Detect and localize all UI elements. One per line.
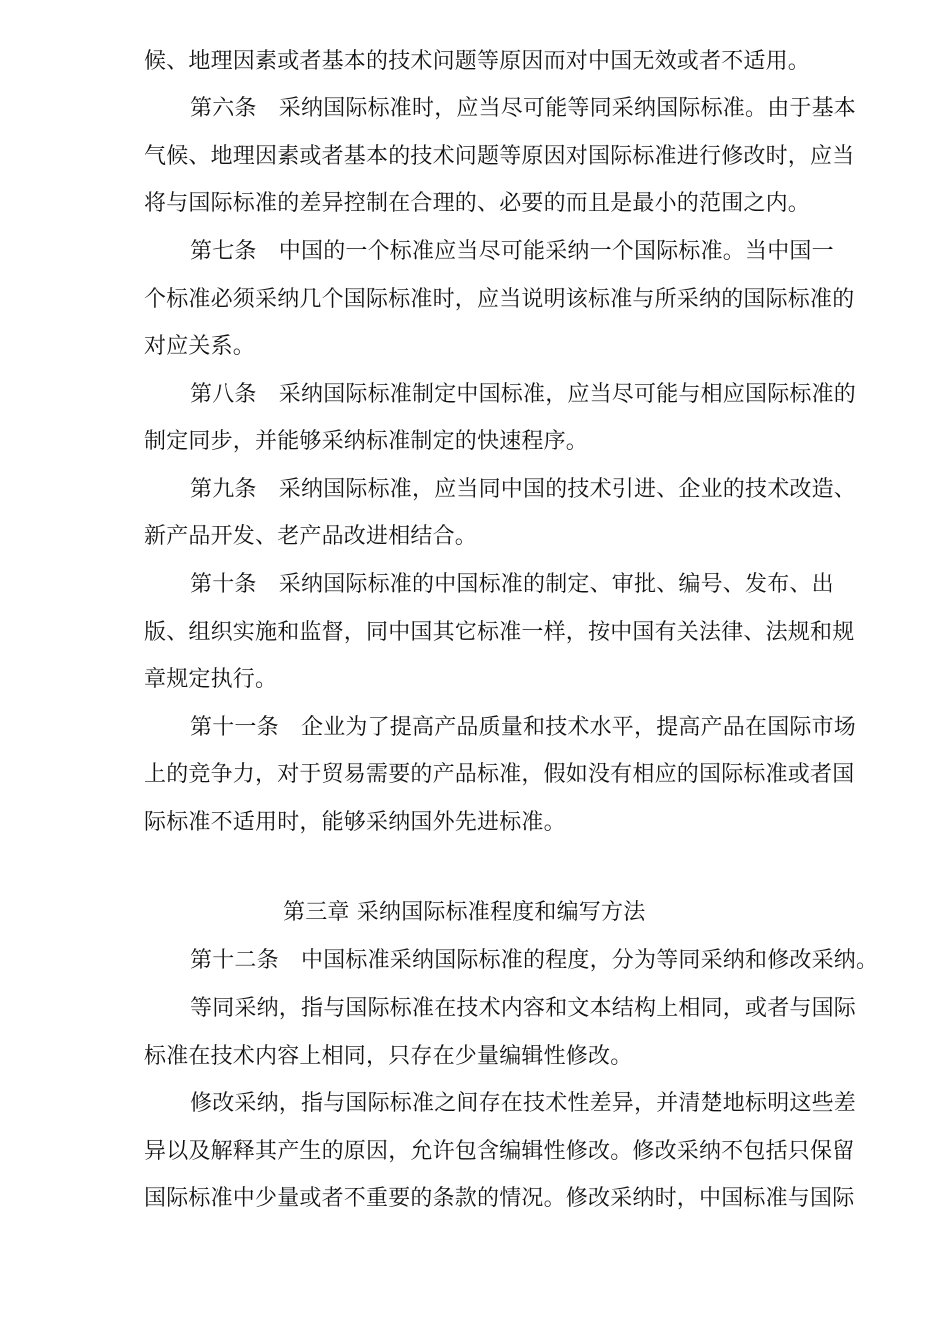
text-line: 上的竞争力，对于贸易需要的产品标准，假如没有相应的国际标准或者国 [144, 762, 855, 787]
article-7-line: 第七条 中国的一个标准应当尽可能采纳一个国际标准。当中国一 [190, 239, 834, 264]
text-line: 个标准必须采纳几个国际标准时，应当说明该标准与所采纳的国际标准的 [144, 287, 855, 312]
article-6-line: 第六条 采纳国际标准时，应当尽可能等同采纳国际标准。由于基本 [190, 96, 857, 121]
article-12-line: 第十二条 中国标准采纳国际标准的程度，分为等同采纳和修改采纳。 [190, 948, 879, 973]
article-8-line: 第八条 采纳国际标准制定中国标准，应当尽可能与相应国际标准的 [190, 382, 857, 407]
article-11-line: 第十一条 企业为了提高产品质量和技术水平，提高产品在国际市场 [190, 715, 857, 740]
text-line: 候、地理因素或者基本的技术问题等原因而对中国无效或者不适用。 [144, 49, 811, 74]
text-line: 标准在技术内容上相同，只存在少量编辑性修改。 [144, 1044, 633, 1069]
text-line: 将与国际标准的差异控制在合理的、必要的而且是最小的范围之内。 [144, 191, 811, 216]
text-line: 章规定执行。 [144, 667, 278, 692]
text-line: 版、组织实施和监督，同中国其它标准一样，按中国有关法律、法规和规 [144, 620, 855, 645]
text-line: 新产品开发、老产品改进相结合。 [144, 524, 478, 549]
article-9-line: 第九条 采纳国际标准，应当同中国的技术引进、企业的技术改造、 [190, 477, 857, 502]
chapter-3-heading: 第三章 采纳国际标准程度和编写方法 [283, 900, 646, 925]
text-line: 国际标准中少量或者不重要的条款的情况。修改采纳时，中国标准与国际 [144, 1186, 855, 1211]
text-line: 等同采纳，指与国际标准在技术内容和文本结构上相同，或者与国际 [190, 996, 857, 1021]
text-line: 制定同步，并能够采纳标准制定的快速程序。 [144, 429, 589, 454]
text-line: 对应关系。 [144, 334, 256, 359]
text-line: 异以及解释其产生的原因，允许包含编辑性修改。修改采纳不包括只保留 [144, 1139, 855, 1164]
article-10-line: 第十条 采纳国际标准的中国标准的制定、审批、编号、发布、出 [190, 572, 834, 597]
text-line: 际标准不适用时，能够采纳国外先进标准。 [144, 810, 566, 835]
text-line: 气候、地理因素或者基本的技术问题等原因对国际标准进行修改时，应当 [144, 144, 855, 169]
text-line: 修改采纳，指与国际标准之间存在技术性差异，并清楚地标明这些差 [190, 1091, 857, 1116]
